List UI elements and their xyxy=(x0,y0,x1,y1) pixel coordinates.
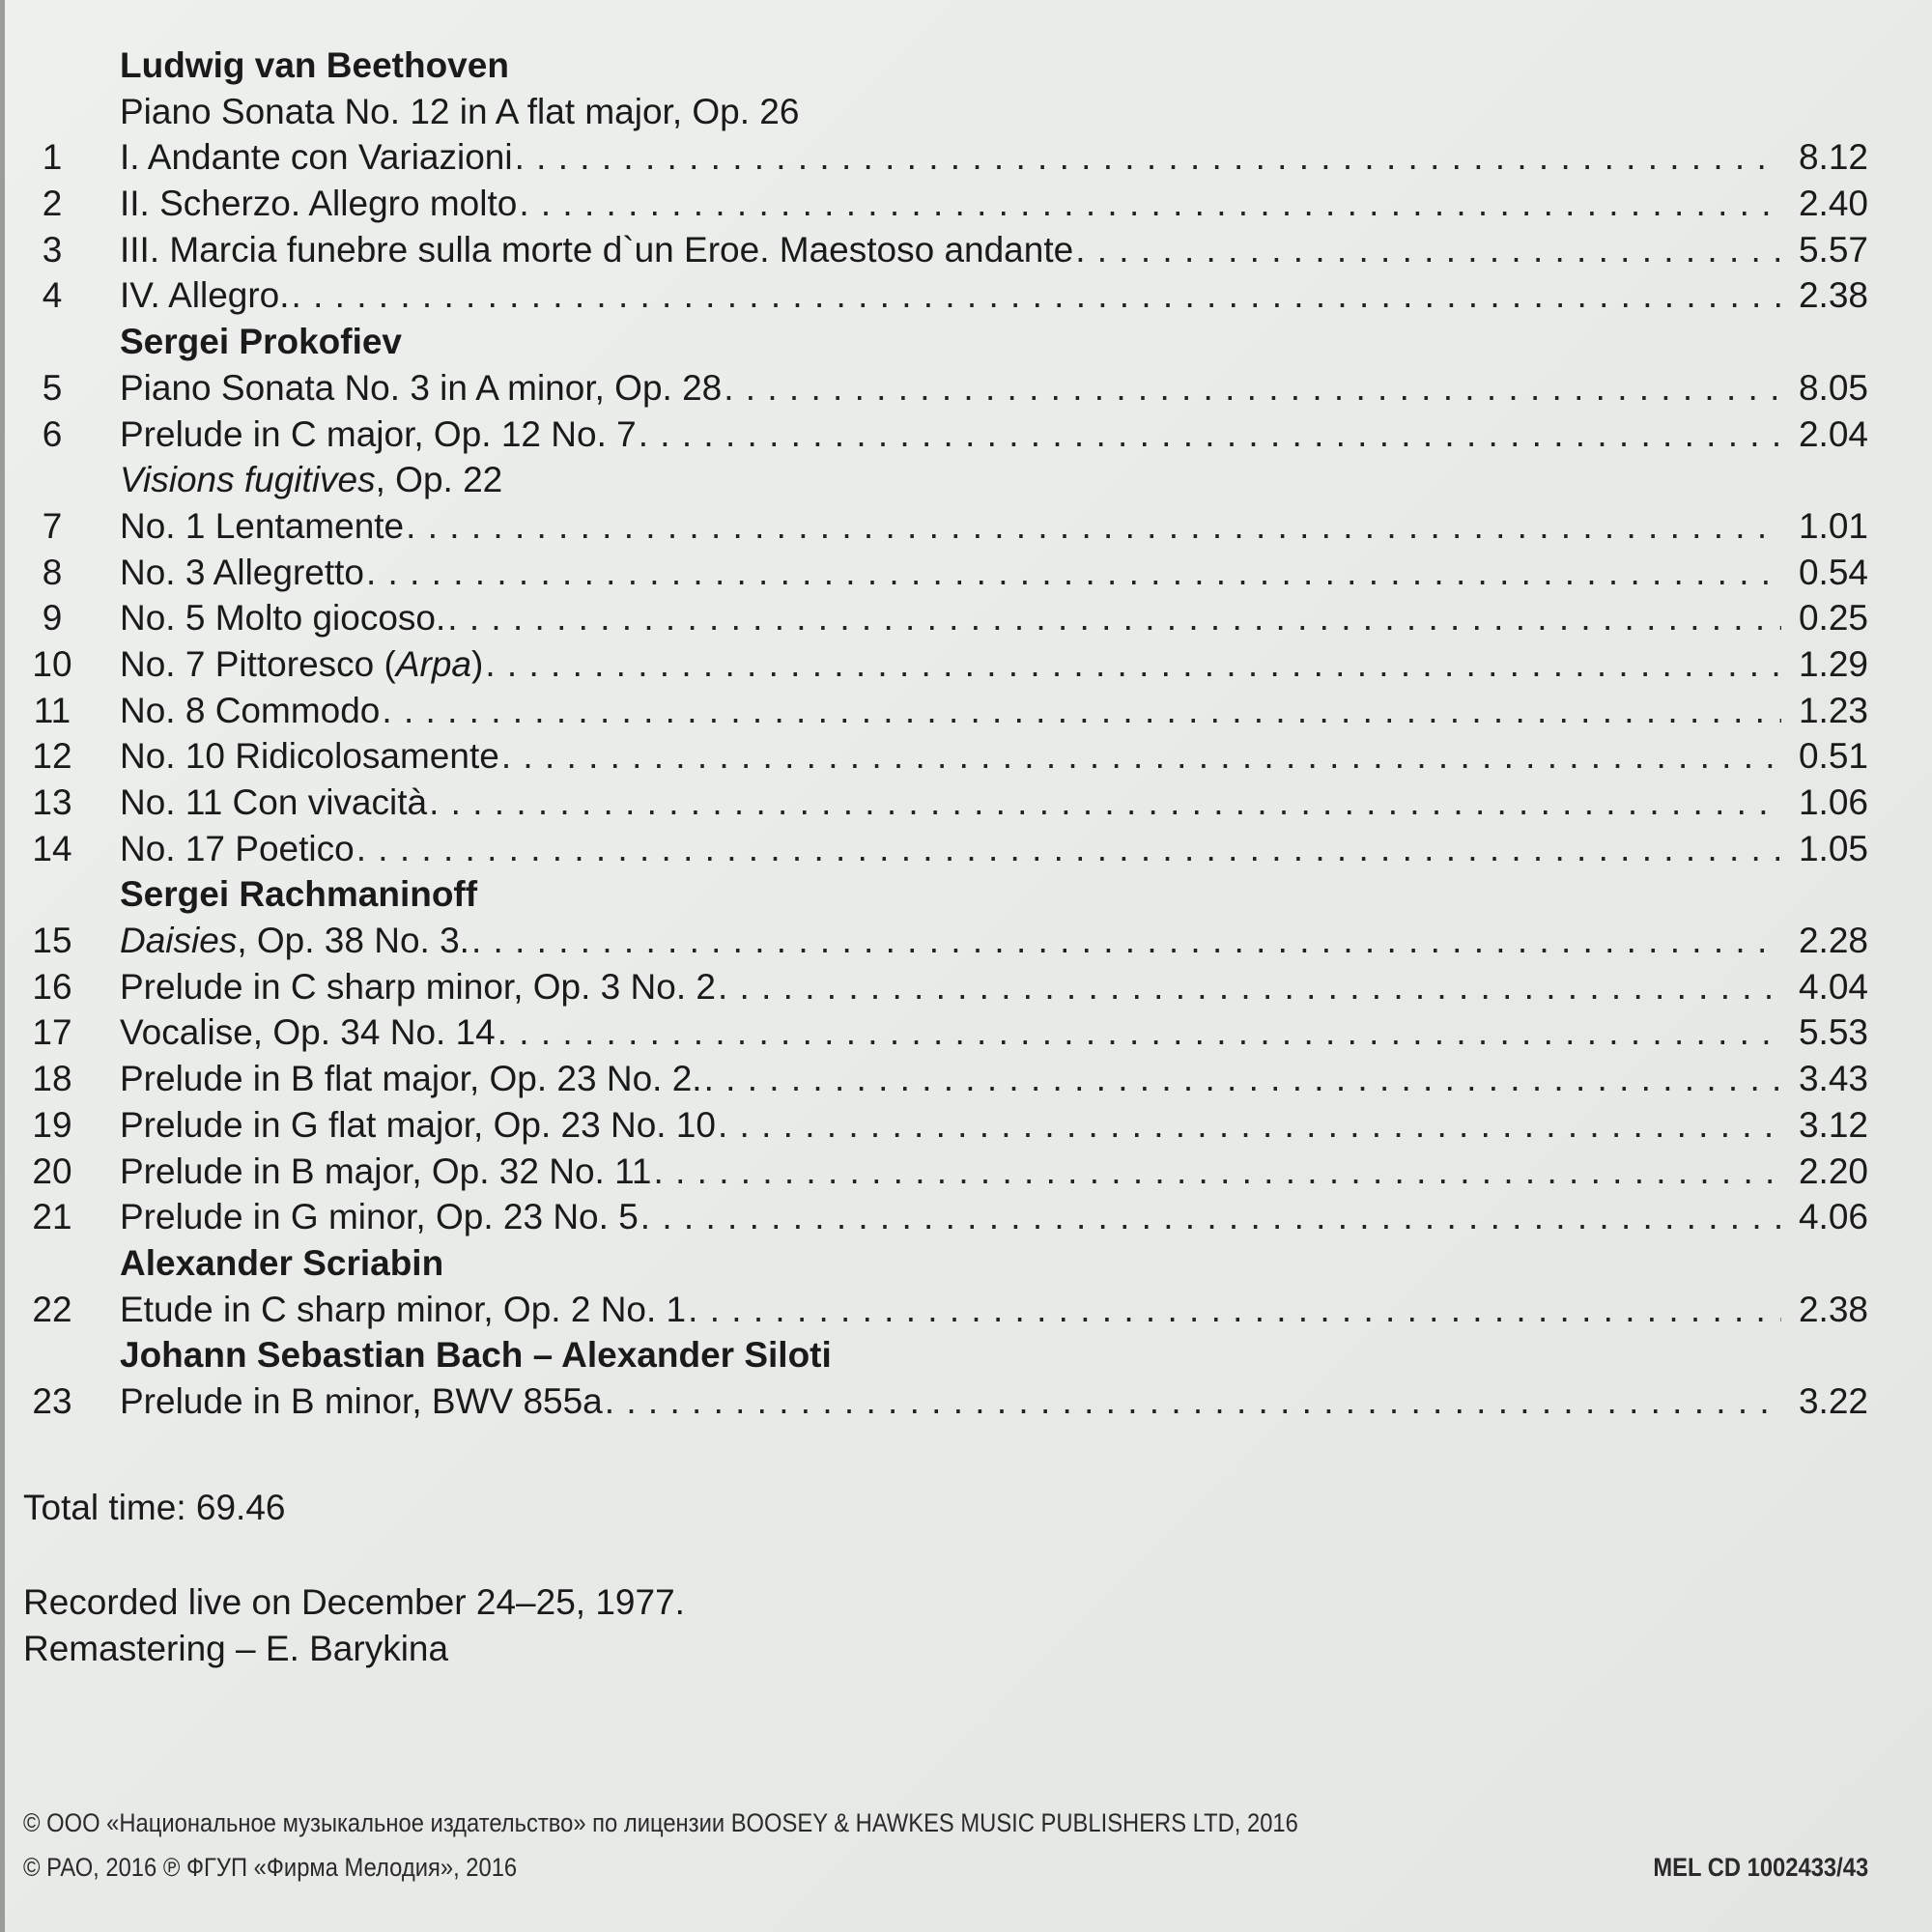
track-title-italic: Daisies xyxy=(120,921,238,961)
track-title-text: I. Andante con Variazioni xyxy=(120,137,513,178)
dot-leader xyxy=(501,733,1781,780)
track-title xyxy=(81,595,445,641)
dot-leader xyxy=(366,550,1781,596)
dot-leader xyxy=(485,641,1781,688)
track-duration: 1.29 xyxy=(1798,643,1868,684)
dot-leader xyxy=(718,964,1781,1010)
track-number: 17 xyxy=(32,1012,72,1053)
track-title-text: Etude in C sharp minor, Op. 2 No. 1 xyxy=(120,1289,687,1329)
track-title-text: Piano Sonata No. 3 in A minor, Op. 28 xyxy=(120,367,723,408)
copyright-line-2: © РАО, 2016 ℗ ФГУП «Фирма Мелодия», 2016 xyxy=(23,1853,518,1882)
track-duration: 0.25 xyxy=(1798,598,1868,639)
track-title-text: No. 11 Con vivacità xyxy=(120,782,428,822)
track-title-text: II. Scherzo. Allegro molto xyxy=(120,184,518,224)
track-number: 18 xyxy=(32,1059,72,1099)
work-title-text: , Op. 22 xyxy=(375,460,503,500)
page-edge xyxy=(0,0,5,1932)
dot-leader xyxy=(640,1194,1781,1240)
track-title-text: Prelude in C major, Op. 12 No. 7 xyxy=(120,413,637,454)
track-title-text: No. 7 Pittoresco ( xyxy=(120,643,396,684)
track-duration: 8.05 xyxy=(1798,367,1868,408)
track-title xyxy=(81,550,364,596)
track-row xyxy=(23,1056,1868,1102)
track-title-text: No. 17 Poetico xyxy=(120,828,355,868)
track-title-text: Prelude in B flat major, Op. 23 No. 2. xyxy=(120,1059,702,1099)
dot-leader xyxy=(724,365,1781,412)
track-row xyxy=(23,272,1868,319)
track-title-text: No. 8 Commodo xyxy=(120,690,381,730)
composer-name: Sergei Prokofiev xyxy=(120,322,403,362)
track-title xyxy=(81,1009,496,1056)
track-title xyxy=(81,1149,652,1195)
track-title xyxy=(81,688,380,734)
total-time: Total time: 69.46 xyxy=(23,1488,286,1527)
track-duration: 0.51 xyxy=(1798,736,1868,777)
track-row xyxy=(23,1287,1868,1333)
track-title xyxy=(81,780,427,826)
composer-name: Sergei Rachmaninoff xyxy=(120,874,478,915)
composer-heading xyxy=(23,871,1868,918)
track-title xyxy=(81,641,483,688)
track-title xyxy=(81,272,290,319)
track-row xyxy=(23,780,1868,826)
track-duration: 4.06 xyxy=(1798,1197,1868,1237)
track-title-text: III. Marcia funebre sulla morte d`un Eroe. Maestoso andante xyxy=(120,229,1074,270)
dot-leader xyxy=(497,1009,1781,1056)
track-title xyxy=(81,1287,686,1333)
track-row xyxy=(23,641,1868,688)
track-duration: 2.28 xyxy=(1798,921,1868,961)
track-duration: 2.04 xyxy=(1798,413,1868,454)
composer-name: Johann Sebastian Bach – Alexander Siloti xyxy=(120,1335,832,1376)
track-title-text: No. 3 Allegretto xyxy=(120,552,364,592)
track-duration: 2.40 xyxy=(1798,184,1868,224)
track-duration: 8.12 xyxy=(1798,137,1868,178)
track-duration: 5.57 xyxy=(1798,229,1868,270)
track-row xyxy=(23,227,1868,273)
dot-leader xyxy=(429,780,1781,826)
track-title-text: Vocalise, Op. 34 No. 14 xyxy=(120,1012,496,1053)
track-row xyxy=(23,550,1868,596)
track-row xyxy=(23,181,1868,227)
work-heading xyxy=(23,89,1868,135)
track-row xyxy=(23,964,1868,1010)
track-title-suffix: ) xyxy=(471,643,484,684)
track-number: 2 xyxy=(42,184,63,224)
track-number: 14 xyxy=(32,828,72,868)
track-title xyxy=(81,733,499,780)
track-number: 11 xyxy=(33,690,71,730)
track-duration: 1.05 xyxy=(1798,828,1868,868)
work-title-text: Piano Sonata No. 12 in A flat major, Op. 26 xyxy=(120,91,800,131)
dot-leader xyxy=(292,272,1781,319)
track-number: 22 xyxy=(32,1289,72,1329)
dot-leader xyxy=(382,688,1781,734)
composer-heading xyxy=(23,1332,1868,1378)
track-title xyxy=(81,918,469,964)
track-number: 1 xyxy=(42,137,63,178)
track-title xyxy=(81,503,404,550)
track-title-text: Prelude in B minor, BWV 855a xyxy=(120,1380,603,1421)
track-number: 13 xyxy=(32,782,72,822)
track-number: 7 xyxy=(42,505,63,546)
track-number: 10 xyxy=(32,643,72,684)
track-number: 5 xyxy=(42,367,63,408)
track-number: 4 xyxy=(42,275,63,316)
composer-name: Ludwig van Beethoven xyxy=(120,45,509,85)
composer-heading xyxy=(23,319,1868,365)
track-row xyxy=(23,503,1868,550)
track-title xyxy=(81,1194,639,1240)
dot-leader xyxy=(704,1056,1781,1102)
dot-leader xyxy=(519,181,1781,227)
track-title xyxy=(81,134,513,181)
track-row xyxy=(23,1149,1868,1195)
track-number: 23 xyxy=(32,1380,72,1421)
track-number: 12 xyxy=(32,736,72,777)
track-title xyxy=(81,826,355,872)
track-title-text: No. 1 Lentamente xyxy=(120,505,405,546)
track-title xyxy=(81,181,517,227)
track-duration: 2.20 xyxy=(1798,1151,1868,1191)
track-duration: 0.54 xyxy=(1798,552,1868,592)
remastering-credit: Remastering – E. Barykina xyxy=(23,1629,449,1668)
dot-leader xyxy=(447,595,1781,641)
track-title xyxy=(81,1102,716,1149)
track-title-text: No. 5 Molto giocoso. xyxy=(120,598,446,639)
track-row xyxy=(23,1102,1868,1149)
composer-heading xyxy=(23,1240,1868,1287)
track-number: 15 xyxy=(32,921,72,961)
work-title xyxy=(23,89,799,135)
track-duration: 4.04 xyxy=(1798,966,1868,1007)
track-title xyxy=(81,365,722,412)
track-row xyxy=(23,365,1868,412)
track-number: 19 xyxy=(32,1104,72,1145)
copyright-line-1: © ООО «Национальное музыкальное издательство» по лицензии BOOSEY & HAWKES MUSIC PUBLISHERS LTD, 2016 xyxy=(23,1808,1298,1837)
dot-leader xyxy=(605,1378,1781,1425)
track-title-text: Prelude in C sharp minor, Op. 3 No. 2 xyxy=(120,966,716,1007)
track-title xyxy=(81,412,637,458)
tracklist xyxy=(23,43,1868,1425)
track-duration: 3.43 xyxy=(1798,1059,1868,1099)
recorded-date: Recorded live on December 24–25, 1977. xyxy=(23,1582,685,1622)
track-title-italic: Arpa xyxy=(395,643,471,684)
track-title-text: No. 10 Ridicolosamente xyxy=(120,736,499,777)
track-duration: 2.38 xyxy=(1798,275,1868,316)
dot-leader xyxy=(356,826,1781,872)
track-title-suffix: , Op. 38 No. 3. xyxy=(237,921,469,961)
track-duration: 1.23 xyxy=(1798,690,1868,730)
composer-heading xyxy=(23,43,1868,89)
track-row xyxy=(23,688,1868,734)
track-number: 6 xyxy=(42,413,63,454)
dot-leader xyxy=(515,134,1781,181)
track-row xyxy=(23,918,1868,964)
track-title-text: Prelude in G minor, Op. 23 No. 5 xyxy=(120,1197,639,1237)
track-number: 8 xyxy=(42,552,63,592)
track-title-text: Prelude in B major, Op. 32 No. 11 xyxy=(120,1151,652,1191)
track-row xyxy=(23,1009,1868,1056)
track-duration: 3.12 xyxy=(1798,1104,1868,1145)
track-duration: 3.22 xyxy=(1798,1380,1868,1421)
track-row xyxy=(23,412,1868,458)
track-row xyxy=(23,826,1868,872)
work-title xyxy=(23,457,502,503)
dot-leader xyxy=(1075,227,1781,273)
track-number: 16 xyxy=(32,966,72,1007)
dot-leader xyxy=(639,412,1781,458)
dot-leader xyxy=(654,1149,1781,1195)
work-heading xyxy=(23,457,1868,503)
track-row xyxy=(23,595,1868,641)
track-title-text: Prelude in G flat major, Op. 23 No. 10 xyxy=(120,1104,716,1145)
composer-name: Alexander Scriabin xyxy=(120,1242,444,1283)
dot-leader xyxy=(688,1287,1781,1333)
dot-leader xyxy=(471,918,1781,964)
dot-leader xyxy=(718,1102,1781,1149)
track-title xyxy=(81,1378,603,1425)
track-row xyxy=(23,733,1868,780)
track-row xyxy=(23,134,1868,181)
track-number: 21 xyxy=(32,1197,72,1237)
track-number: 20 xyxy=(32,1151,72,1191)
work-title-italic: Visions fugitives xyxy=(120,460,376,500)
track-title xyxy=(81,964,716,1010)
dot-leader xyxy=(406,503,1781,550)
catalog-number: MEL CD 1002433/43 xyxy=(1653,1853,1868,1882)
track-number: 9 xyxy=(42,598,63,639)
track-duration: 5.53 xyxy=(1798,1012,1868,1053)
track-duration: 2.38 xyxy=(1798,1289,1868,1329)
track-title-text: IV. Allegro. xyxy=(120,275,290,316)
track-title xyxy=(81,227,1073,273)
track-duration: 1.01 xyxy=(1798,505,1868,546)
track-title xyxy=(81,1056,702,1102)
track-row xyxy=(23,1378,1868,1425)
track-row xyxy=(23,1194,1868,1240)
track-duration: 1.06 xyxy=(1798,782,1868,822)
track-number: 3 xyxy=(42,229,63,270)
